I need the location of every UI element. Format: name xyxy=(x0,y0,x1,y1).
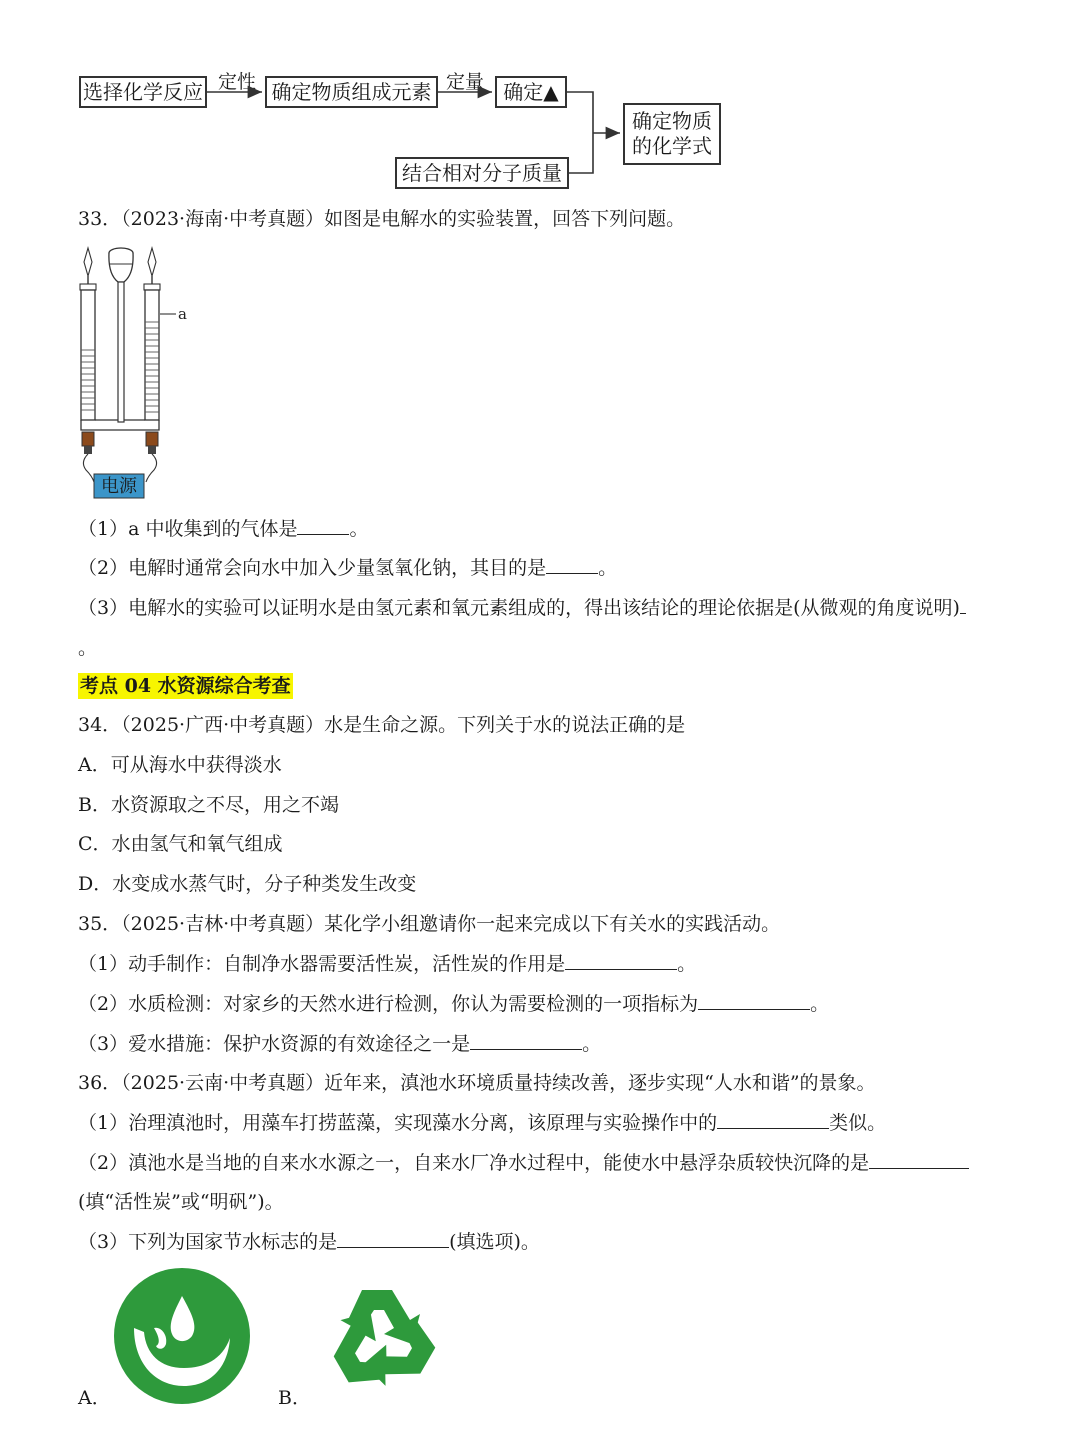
q34-option-b[interactable]: B．水资源取之不尽，用之不竭 xyxy=(78,794,339,816)
flow-box-determine-triangle: 确定▲ xyxy=(495,76,567,108)
q34-stem: 34．（2025·广西·中考真题）水是生命之源。下列关于水的说法正确的是 xyxy=(78,714,686,736)
q36-sub2: （2）滇池水是当地的自来水水源之一，自来水厂净水过程中，能使水中悬浮杂质较快沉降的是 xyxy=(78,1150,969,1175)
answer-blank[interactable] xyxy=(960,595,966,614)
q36-sub2-continued: (填“活性炭”或“明矾”)。 xyxy=(78,1191,284,1213)
answer-blank[interactable] xyxy=(717,1110,829,1129)
answer-blank[interactable] xyxy=(470,1031,582,1050)
flow-box-chemical-formula-line1: 确定物质 xyxy=(632,109,712,133)
q35-sub3: （3）爱水措施：保护水资源的有效途径之一是 。 xyxy=(78,1033,602,1055)
power-source-label: 电源 xyxy=(101,476,137,497)
q36-option-b-label[interactable]: B． xyxy=(278,1387,311,1409)
flow-box-relative-molecular-mass: 结合相对分子质量 xyxy=(395,157,569,189)
q33-label-a: a xyxy=(178,305,187,323)
q33-stem: 33．（2023·海南·中考真题）如图是电解水的实验装置，回答下列问题。 xyxy=(78,208,686,230)
q33-sub1: （1）a 中收集到的气体是 。 xyxy=(78,518,369,540)
q35-stem: 35．（2025·吉林·中考真题）某化学小组邀请你一起来完成以下有关水的实践活动。 xyxy=(78,913,781,935)
section-heading: 考点 04 水资源综合考查 xyxy=(80,675,291,697)
flow-arrow-label-quantitative: 定量 xyxy=(446,71,485,93)
flow-box-determine-elements: 确定物质组成元素 xyxy=(265,76,438,108)
flow-box-chemical-formula-line2: 的化学式 xyxy=(632,134,712,158)
answer-blank[interactable] xyxy=(869,1150,969,1169)
answer-blank[interactable] xyxy=(546,555,598,574)
water-saving-logo xyxy=(112,1268,252,1408)
q36-sub3: （3）下列为国家节水标志的是 (填选项)。 xyxy=(78,1231,540,1253)
q36-stem: 36．（2025·云南·中考真题）近年来，滇池水环境质量持续改善，逐步实现“人水和谐”的景象。 xyxy=(78,1072,876,1094)
electrolysis-apparatus xyxy=(72,240,212,502)
answer-blank[interactable] xyxy=(337,1229,449,1248)
q33-sub3: （3）电解水的实验可以证明水是由氢元素和氧元素组成的，得出该结论的理论依据是(从微观的角度说明) xyxy=(78,595,966,620)
q33-sub3-end: 。 xyxy=(78,637,98,659)
q35-sub1: （1）动手制作：自制净水器需要活性炭，活性炭的作用是 。 xyxy=(78,953,697,975)
answer-blank[interactable] xyxy=(698,991,810,1010)
flow-box-select-reaction: 选择化学反应 xyxy=(79,76,207,108)
recycling-icon xyxy=(312,1270,452,1400)
q36-sub1: （1）治理滇池时，用藻车打捞蓝藻，实现藻水分离，该原理与实验操作中的 类似。 xyxy=(78,1112,887,1134)
answer-blank[interactable] xyxy=(297,516,349,535)
q34-option-c[interactable]: C．水由氢气和氧气组成 xyxy=(78,833,283,855)
q36-option-a-label[interactable]: A． xyxy=(78,1387,111,1409)
q34-option-a[interactable]: A．可从海水中获得淡水 xyxy=(78,754,282,776)
flow-arrows xyxy=(0,0,760,200)
q34-option-d[interactable]: D．水变成水蒸气时，分子种类发生改变 xyxy=(78,873,417,895)
answer-blank[interactable] xyxy=(565,951,677,970)
q35-sub2: （2）水质检测：对家乡的天然水进行检测，你认为需要检测的一项指标为 。 xyxy=(78,993,830,1015)
flow-arrow-label-qualitative: 定性 xyxy=(218,71,257,93)
q33-sub2: （2）电解时通常会向水中加入少量氢氧化钠，其目的是 。 xyxy=(78,557,618,579)
